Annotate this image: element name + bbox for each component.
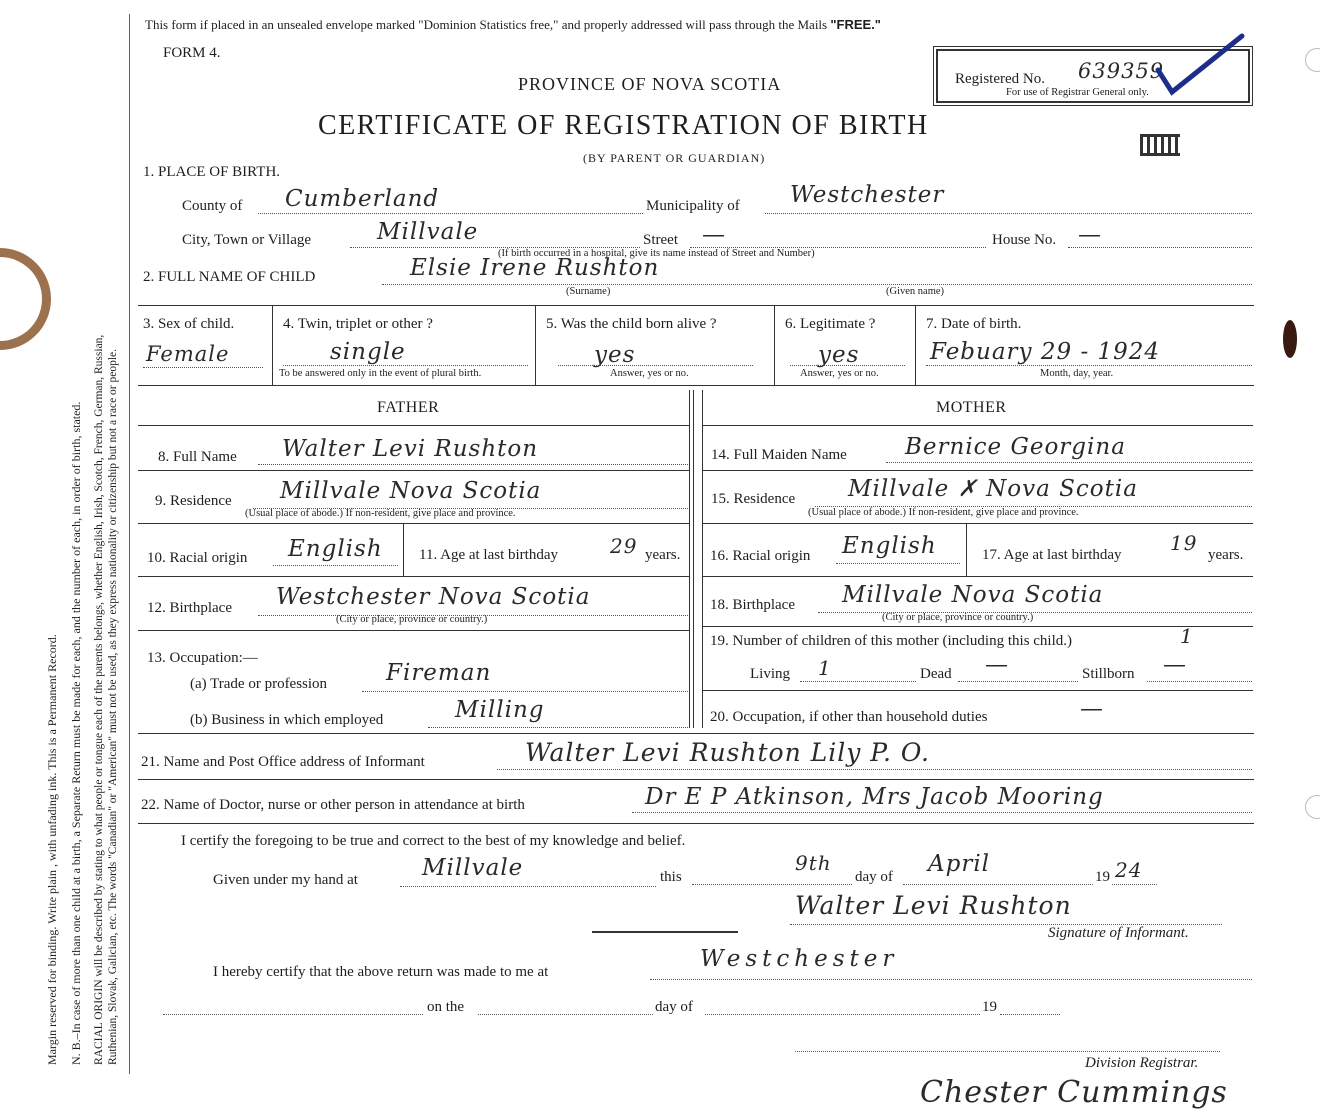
- municipality-value: Westchester: [790, 182, 945, 208]
- given-label: Given under my hand at: [213, 872, 358, 888]
- margin-note-2: N. B.–In case of more than one child at a birth, a Separate Return must be made for each, and the number of each, in order of birth, stated.: [69, 401, 83, 1065]
- hospital-note: (If birth occurred in a hospital, give its name instead of Street and Number): [498, 248, 815, 259]
- trade-label: (a) Trade or profession: [190, 676, 328, 692]
- business-line: [428, 727, 688, 728]
- father-residence-value: Millvale Nova Scotia: [280, 478, 542, 504]
- informant-rule: [138, 779, 1254, 780]
- year-value: 24: [1115, 858, 1143, 882]
- informant-line: [497, 769, 1252, 770]
- row3-top-rule: [138, 305, 1254, 306]
- mother-rule-1: [703, 470, 1253, 471]
- house-label: House No.: [992, 232, 1057, 248]
- day-line: [692, 884, 852, 885]
- day-of-label: day of: [855, 869, 893, 885]
- father-residence-label: 9. Residence: [155, 493, 232, 509]
- registrar-month-line: [705, 1014, 980, 1015]
- registered-note: For use of Registrar General only.: [1006, 87, 1149, 98]
- municipality-label: Municipality of: [646, 198, 740, 214]
- place-heading: 1. PLACE OF BIRTH.: [143, 164, 281, 180]
- mother-name-label: 14. Full Maiden Name: [711, 447, 847, 463]
- filing-stamp-icon: [1140, 134, 1180, 156]
- row3-div-4: [915, 305, 916, 385]
- informant-label: 21. Name and Post Office address of Informant: [141, 754, 425, 770]
- legitimate-line: [790, 365, 905, 366]
- column-divider-right: [702, 390, 703, 728]
- alive-line: [558, 365, 753, 366]
- province-heading: PROVINCE OF NOVA SCOTIA: [518, 74, 782, 94]
- mother-age-unit: years.: [1208, 547, 1244, 563]
- father-age-value: 29: [610, 534, 638, 558]
- column-divider-mid: [693, 390, 694, 728]
- twin-note: To be answered only in the event of plural birth.: [279, 368, 482, 379]
- mother-race-divider: [966, 523, 967, 576]
- father-rule-3: [138, 576, 690, 577]
- father-rule-2: [138, 523, 690, 524]
- margin-note-3: RACIAL ORIGIN will be described by stating to what people or tongue each of the parents belongs, whether English, Irish, Scotch, French, German, Russian,: [93, 334, 105, 1065]
- mother-birthplace-label: 18. Birthplace: [710, 597, 795, 613]
- separator-rule: [592, 931, 738, 933]
- rust-stain: [0, 248, 51, 350]
- father-race-value: English: [288, 536, 383, 562]
- twin-line: [283, 365, 528, 366]
- postal-note-text: This form if placed in an unsealed envelope marked "Dominion Statistics free," and properly addressed will pass through the Mails: [145, 17, 828, 32]
- father-rule-1: [138, 470, 690, 471]
- legitimate-label: 6. Legitimate ?: [785, 316, 876, 332]
- dead-line: [958, 681, 1078, 682]
- business-label: (b) Business in which employed: [190, 712, 384, 728]
- trade-line: [362, 691, 688, 692]
- postal-free: "FREE.": [830, 17, 881, 32]
- registered-value: 639359: [1078, 59, 1165, 83]
- trade-value: Fireman: [386, 660, 492, 686]
- father-race-line: [273, 565, 398, 566]
- registrar-statement: I hereby certify that the above return was made to me at: [213, 964, 549, 980]
- punch-hole-top: [1305, 48, 1320, 72]
- living-value: 1: [818, 656, 832, 680]
- mother-age-value: 19: [1170, 531, 1198, 555]
- alive-value: yes: [594, 342, 636, 368]
- informant-signature: Walter Levi Rushton: [795, 891, 1072, 920]
- birth-date-value: Febuary 29 - 1924: [930, 339, 1161, 365]
- county-value: Cumberland: [285, 186, 440, 212]
- day-value: 9th: [795, 851, 832, 875]
- father-birthplace-label: 12. Birthplace: [147, 600, 232, 616]
- county-label: County of: [182, 198, 243, 214]
- given-line: [400, 886, 656, 887]
- doctor-label: 22. Name of Doctor, nurse or other person in attendance at birth: [141, 797, 525, 813]
- city-label: City, Town or Village: [182, 232, 312, 248]
- dead-label: Dead: [920, 666, 952, 682]
- house-value: —: [1078, 222, 1102, 248]
- mother-rule-3: [703, 576, 1253, 577]
- signature-label: Signature of Informant.: [1048, 925, 1189, 941]
- father-name-label: 8. Full Name: [158, 449, 237, 465]
- father-residence-note: (Usual place of abode.) If non-resident, give place and province.: [245, 508, 516, 519]
- mother-residence-label: 15. Residence: [711, 491, 796, 507]
- children-count-label: 19. Number of children of this mother (including this child.): [710, 633, 1073, 649]
- birth-date-note: Month, day, year.: [1040, 368, 1114, 379]
- sex-value: Female: [146, 342, 230, 366]
- father-heading-rule: [138, 425, 690, 426]
- margin-note-4: Ruthenian, Slovak, Galician, etc. The words "Canadian" or "American" must not be used, as they express nationality or citizenship but not a race or people.: [107, 348, 119, 1065]
- registrar-place-value: Westchester: [700, 946, 899, 972]
- birth-date-line: [926, 365, 1252, 366]
- father-race-divider: [403, 523, 404, 576]
- mother-occupation-value: —: [1080, 696, 1104, 722]
- given-name-note: (Given name): [886, 286, 945, 297]
- father-birthplace-value: Westchester Nova Scotia: [276, 584, 591, 610]
- registrar-date-line: [163, 1014, 423, 1015]
- margin-note-1: Margin reserved for binding. Write plain , with unfading ink. This is a Permanent Record.: [45, 634, 59, 1065]
- mother-name-value: Bernice Georgina: [905, 434, 1126, 460]
- twin-value: single: [330, 339, 406, 365]
- living-label: Living: [750, 666, 790, 682]
- legitimate-note: Answer, yes or no.: [800, 368, 879, 379]
- row3-div-2: [535, 305, 536, 385]
- registrar-signature-line: [795, 1051, 1220, 1052]
- city-value: Millvale: [377, 219, 479, 245]
- registrar-day-line: [478, 1014, 653, 1015]
- mother-race-label: 16. Racial origin: [710, 548, 811, 564]
- business-value: Milling: [455, 697, 545, 723]
- margin-binding-line: [129, 14, 130, 1074]
- registrar-signature: Chester Cummings: [920, 1075, 1228, 1110]
- day-of-label-registrar: day of: [655, 999, 693, 1015]
- registrar-role-label: Division Registrar.: [1085, 1055, 1199, 1071]
- father-birthplace-note: (City or place, province or country.): [336, 614, 488, 625]
- father-rule-4: [138, 630, 690, 631]
- occupation-label: 13. Occupation:—: [147, 650, 258, 666]
- mother-occupation-label: 20. Occupation, if other than household duties: [710, 709, 988, 725]
- registrar-year-line: [1000, 1014, 1060, 1015]
- child-name-label: 2. FULL NAME OF CHILD: [143, 269, 316, 285]
- mother-birthplace-value: Millvale Nova Scotia: [842, 582, 1104, 608]
- alive-note: Answer, yes or no.: [610, 368, 689, 379]
- column-divider-left: [689, 390, 690, 728]
- row3-bottom-rule: [138, 385, 1254, 386]
- alive-label: 5. Was the child born alive ?: [546, 316, 717, 332]
- father-age-unit: years.: [645, 547, 681, 563]
- street-label: Street: [643, 232, 678, 248]
- legitimate-value: yes: [818, 342, 860, 368]
- page-title: CERTIFICATE OF REGISTRATION OF BIRTH: [318, 110, 929, 141]
- row3-div-1: [272, 305, 273, 385]
- stillborn-label: Stillborn: [1082, 666, 1135, 682]
- mother-rule-5: [703, 690, 1253, 691]
- father-name-value: Walter Levi Rushton: [282, 436, 539, 462]
- living-line: [800, 681, 916, 682]
- given-value: Millvale: [422, 855, 524, 881]
- this-label: this: [660, 869, 682, 885]
- sex-line: [143, 367, 263, 368]
- doctor-rule: [138, 823, 1254, 824]
- parents-bottom-rule: [138, 733, 1254, 734]
- street-value: —: [702, 222, 726, 248]
- sex-label: 3. Sex of child.: [143, 316, 235, 332]
- mother-race-value: English: [842, 533, 937, 559]
- informant-value: Walter Levi Rushton Lily P. O.: [525, 738, 930, 767]
- mother-heading-rule: [703, 425, 1253, 426]
- mother-heading: MOTHER: [936, 399, 1007, 416]
- dead-value: —: [985, 652, 1009, 678]
- doctor-value: Dr E P Atkinson, Mrs Jacob Mooring: [645, 784, 1104, 810]
- month-line: [903, 884, 1093, 885]
- postal-note: [145, 17, 881, 33]
- municipality-line: [765, 213, 1252, 214]
- county-line: [258, 213, 643, 214]
- mother-birthplace-note: (City or place, province or country.): [882, 612, 1034, 623]
- year-line: [1112, 884, 1157, 885]
- registrar-place-line: [650, 979, 1252, 980]
- checkmark-icon: [1150, 30, 1250, 100]
- father-age-label: 11. Age at last birthday: [419, 547, 558, 563]
- certify-statement: I certify the foregoing to be true and correct to the best of my knowledge and belief.: [181, 833, 686, 849]
- doctor-line: [632, 812, 1252, 813]
- on-the-label: on the: [427, 999, 465, 1015]
- month-value: April: [928, 851, 991, 877]
- child-name-line: [382, 284, 1252, 285]
- form-number: FORM 4.: [163, 45, 221, 61]
- year-prefix: 19: [1095, 869, 1110, 885]
- children-count-value: 1: [1180, 624, 1194, 648]
- mother-residence-value: Millvale ✗ Nova Scotia: [848, 476, 1138, 502]
- mother-race-line: [836, 563, 960, 564]
- punch-hole-bottom: [1305, 795, 1320, 819]
- father-name-line: [258, 464, 688, 465]
- mother-rule-4: [703, 626, 1253, 627]
- mother-rule-2: [703, 523, 1253, 524]
- mother-name-line: [886, 462, 1252, 463]
- row3-div-3: [774, 305, 775, 385]
- surname-note: (Surname): [566, 286, 611, 297]
- father-heading: FATHER: [377, 399, 440, 416]
- stillborn-line: [1147, 681, 1252, 682]
- father-race-label: 10. Racial origin: [147, 550, 248, 566]
- stillborn-value: —: [1163, 652, 1187, 678]
- twin-label: 4. Twin, triplet or other ?: [283, 316, 433, 332]
- mother-age-label: 17. Age at last birthday: [982, 547, 1122, 563]
- birth-date-label: 7. Date of birth.: [926, 316, 1022, 332]
- child-name-value: Elsie Irene Rushton: [410, 255, 660, 281]
- page-subtitle: (BY PARENT OR GUARDIAN): [583, 151, 766, 165]
- registrar-year-prefix: 19: [982, 999, 997, 1015]
- mother-residence-note: (Usual place of abode.) If non-resident, give place and province.: [808, 507, 1079, 518]
- ink-blot: [1283, 320, 1297, 358]
- registered-label: Registered No.: [955, 71, 1045, 87]
